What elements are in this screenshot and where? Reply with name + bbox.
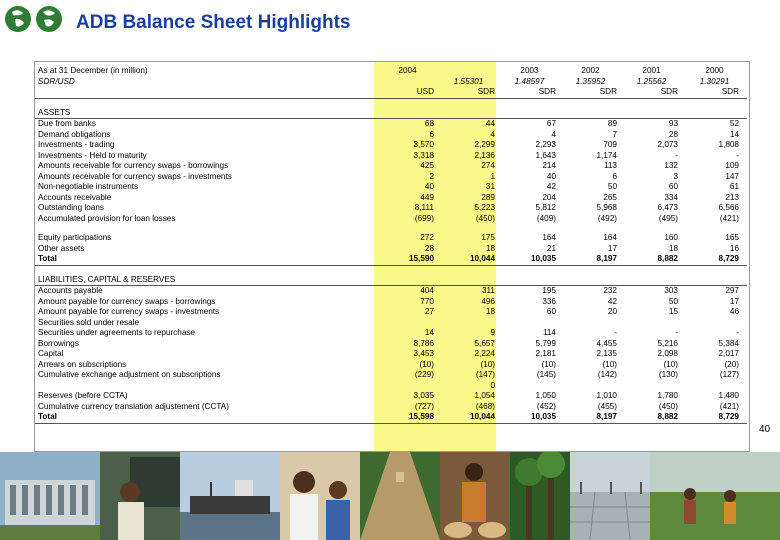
value-cell: 1,010: [596, 391, 617, 400]
value-cell: [377, 381, 438, 392]
value-cell: [499, 318, 560, 329]
value-cell: 60: [668, 182, 678, 191]
value-cell: 449: [420, 192, 434, 202]
value-cell: 3,035: [413, 391, 434, 400]
value-cell: 6: [429, 129, 434, 139]
value-cell: 4: [490, 129, 495, 139]
value-cell: 2,135: [596, 349, 617, 358]
value-cell: 52: [729, 119, 739, 128]
row-label: Securities under agreements to repurchase: [38, 328, 196, 337]
value-cell: [377, 108, 438, 119]
value-cell: 6: [612, 171, 617, 181]
value-cell: 232: [603, 286, 617, 295]
value-cell: SDR: [438, 87, 499, 98]
asset-row: [35, 119, 747, 130]
row-label: ASSETS: [35, 108, 377, 119]
value-cell: 67: [546, 119, 556, 128]
liability-row: [35, 339, 747, 350]
value-cell: 44: [485, 119, 495, 128]
value-cell: (10): [663, 359, 678, 369]
value-cell: 1,174: [596, 150, 617, 160]
row-label: [35, 381, 377, 392]
value-cell: 5,799: [535, 338, 556, 348]
value-cell: 2003: [520, 66, 539, 75]
row-label: [35, 87, 377, 98]
liability-row: [35, 360, 747, 371]
value-cell: 93: [668, 119, 678, 128]
value-cell: 6,566: [718, 203, 739, 212]
value-cell: SDR: [682, 87, 747, 98]
liability-row: [35, 349, 747, 360]
liability-row: [35, 286, 747, 297]
value-cell: -: [675, 150, 678, 160]
value-cell: 770: [420, 296, 434, 306]
value-cell: 3,318: [413, 150, 434, 160]
value-cell: 2001: [642, 66, 661, 75]
value-cell: 8,729: [682, 412, 747, 423]
value-cell: [560, 318, 621, 329]
value-cell: 68: [424, 119, 434, 128]
value-cell: (468): [475, 401, 495, 411]
row-label: As at 31 December (in million): [38, 66, 148, 75]
page-number: 40: [759, 424, 771, 435]
value-cell: 1.35952: [575, 76, 606, 86]
row-label: Reserves (before CCTA): [38, 391, 128, 400]
value-cell: 46: [729, 307, 739, 316]
value-cell: 132: [664, 161, 678, 170]
value-cell: (727): [414, 401, 434, 411]
asset-row: [35, 140, 747, 151]
value-cell: [377, 318, 438, 329]
value-cell: 109: [725, 161, 739, 170]
liabilities-total-row: [35, 412, 747, 423]
value-cell: 404: [420, 286, 434, 295]
value-cell: (452): [536, 401, 556, 411]
value-cell: [682, 108, 747, 119]
value-cell: 2000: [705, 66, 724, 75]
liability-row: [35, 370, 747, 381]
value-cell: (145): [536, 370, 556, 379]
value-cell: 14: [424, 328, 434, 337]
row-label: Cumulative currency translation adjustement (CCTA): [38, 401, 229, 411]
balance-table: [35, 66, 747, 424]
value-cell: 1,054: [474, 391, 495, 400]
asset-row: [35, 214, 747, 225]
value-cell: [621, 275, 682, 286]
value-cell: (450): [658, 401, 678, 411]
value-cell: 204: [542, 192, 556, 202]
value-cell: (10): [419, 359, 434, 369]
asset-row: [35, 161, 747, 172]
value-cell: 27: [424, 307, 434, 316]
value-cell: 20: [607, 307, 617, 316]
value-cell: 0: [490, 380, 495, 390]
value-cell: 18: [668, 243, 678, 253]
photo-road: [360, 452, 440, 540]
value-cell: 2,299: [474, 140, 495, 149]
value-cell: [499, 275, 560, 286]
value-cell: 50: [668, 296, 678, 306]
value-cell: 2,181: [535, 349, 556, 358]
value-cell: 5,812: [535, 203, 556, 212]
page-title: ADB Balance Sheet Highlights: [76, 12, 351, 33]
value-cell: 1,643: [535, 150, 556, 160]
liability-row: [35, 391, 747, 402]
row-label: Amounts receivable for currency swaps - investments: [38, 171, 232, 181]
header-currency-row: [35, 87, 747, 98]
value-cell: 425: [420, 161, 434, 170]
value-cell: [682, 318, 747, 329]
value-cell: (229): [414, 370, 434, 379]
value-cell: 274: [481, 161, 495, 170]
value-cell: 8,729: [682, 254, 747, 265]
spacer-row: [35, 98, 747, 108]
photo-forest: [510, 452, 570, 540]
row-label: Borrowings: [38, 338, 79, 348]
value-cell: (492): [597, 213, 617, 223]
value-cell: 164: [542, 233, 556, 242]
value-cell: 175: [481, 233, 495, 242]
value-cell: [621, 381, 682, 392]
value-cell: 5,223: [474, 203, 495, 212]
row-label: Other assets: [38, 243, 85, 253]
value-cell: 89: [607, 119, 617, 128]
value-cell: 8,111: [414, 203, 434, 212]
row-label: Non-negotiable instruments: [38, 182, 139, 191]
value-cell: (10): [602, 359, 617, 369]
liability-row: [35, 328, 747, 339]
value-cell: 3: [673, 171, 678, 181]
value-cell: (127): [719, 370, 739, 379]
value-cell: 60: [546, 307, 556, 316]
row-label: Capital: [38, 349, 64, 358]
value-cell: 10,035: [499, 254, 560, 265]
value-cell: 18: [485, 307, 495, 316]
value-cell: 15: [668, 307, 678, 316]
value-cell: 8,882: [621, 254, 682, 265]
value-cell: [499, 108, 560, 119]
value-cell: 15,590: [377, 254, 438, 265]
value-cell: 496: [481, 296, 495, 306]
value-cell: 10,044: [438, 412, 499, 423]
value-cell: (147): [475, 370, 495, 379]
value-cell: 17: [607, 243, 617, 253]
photo-salt-pans: [570, 452, 650, 540]
value-cell: 311: [481, 286, 495, 295]
adb-logo: [4, 4, 66, 34]
value-cell: (10): [541, 359, 556, 369]
header-years-row: [35, 66, 747, 77]
assets-total-row: [35, 254, 747, 265]
value-cell: (421): [719, 401, 739, 411]
row-label: Investments - trading: [38, 140, 115, 149]
value-cell: 303: [664, 286, 678, 295]
value-cell: 1.25562: [636, 76, 667, 86]
value-cell: 21: [546, 243, 556, 253]
row-label: LIABILITIES, CAPITAL & RESERVES: [35, 275, 377, 286]
value-cell: 31: [485, 182, 495, 191]
value-cell: 709: [603, 140, 617, 149]
value-cell: [560, 275, 621, 286]
photo-farmers: [650, 452, 780, 540]
asset-row: [35, 151, 747, 162]
value-cell: 7: [612, 129, 617, 139]
value-cell: USD: [377, 87, 438, 98]
balance-sheet: [34, 61, 750, 452]
asset-row: [35, 244, 747, 255]
value-cell: 147: [725, 171, 739, 181]
value-cell: 1.30291: [699, 76, 730, 86]
value-cell: 2,098: [657, 349, 678, 358]
photo-ship: [180, 452, 280, 540]
liability-row: [35, 381, 747, 392]
asset-row: [35, 172, 747, 183]
value-cell: 28: [668, 129, 678, 139]
value-cell: 3,453: [413, 349, 434, 358]
value-cell: (130): [658, 370, 678, 379]
asset-row: [35, 193, 747, 204]
value-cell: [560, 108, 621, 119]
assets-heading: [35, 108, 747, 119]
value-cell: 10,035: [499, 412, 560, 423]
row-label: Investments - Held to maturity: [38, 150, 147, 160]
value-cell: 2002: [581, 66, 600, 75]
value-cell: 5,968: [596, 203, 617, 212]
value-cell: 18: [485, 243, 495, 253]
value-cell: 2,293: [535, 140, 556, 149]
row-label: Arrears on subscriptions: [38, 359, 127, 369]
row-label: Equity participations: [38, 233, 112, 242]
value-cell: 14: [729, 129, 739, 139]
asset-row: [35, 130, 747, 141]
value-cell: (142): [597, 370, 617, 379]
liabilities-heading: [35, 275, 747, 286]
photo-strip: [0, 452, 780, 540]
row-label: Amounts receivable for currency swaps - borrowings: [38, 161, 229, 170]
value-cell: [377, 77, 438, 88]
liability-row: [35, 297, 747, 308]
value-cell: 214: [542, 161, 556, 170]
value-cell: 61: [729, 182, 739, 191]
row-label: Outstanding loans: [38, 203, 104, 212]
value-cell: -: [675, 328, 678, 337]
value-cell: 1,050: [535, 391, 556, 400]
value-cell: 6,473: [657, 203, 678, 212]
value-cell: 2,017: [718, 349, 739, 358]
value-cell: 2: [429, 171, 434, 181]
value-cell: 42: [546, 182, 556, 191]
asset-row: [35, 182, 747, 193]
value-cell: [438, 66, 499, 77]
row-label: Cumulative exchange adjustment on subscriptions: [38, 370, 221, 379]
value-cell: (421): [719, 213, 739, 223]
liability-row: [35, 318, 747, 329]
row-label: Accounts payable: [38, 286, 103, 295]
value-cell: SDR: [560, 87, 621, 98]
photo-building: [0, 452, 100, 540]
value-cell: 5,384: [718, 338, 739, 348]
value-cell: [499, 381, 560, 392]
value-cell: -: [614, 328, 617, 337]
value-cell: 17: [729, 296, 739, 306]
value-cell: 8,882: [621, 412, 682, 423]
spacer-row: [35, 265, 747, 275]
value-cell: [377, 275, 438, 286]
value-cell: 213: [725, 192, 739, 202]
row-label: Demand obligations: [38, 129, 111, 139]
value-cell: [621, 318, 682, 329]
row-label: SDR/USD: [38, 76, 75, 86]
row-label: Accounts receivable: [38, 192, 112, 202]
value-cell: 5,216: [657, 338, 678, 348]
value-cell: 1,808: [718, 140, 739, 149]
asset-row: [35, 233, 747, 244]
value-cell: 50: [607, 182, 617, 191]
value-cell: 1.55301: [453, 76, 484, 86]
value-cell: (10): [480, 359, 495, 369]
value-cell: SDR: [621, 87, 682, 98]
value-cell: [621, 108, 682, 119]
spacer-row: [35, 224, 747, 233]
value-cell: 15,598: [377, 412, 438, 423]
value-cell: (409): [536, 213, 556, 223]
value-cell: [560, 381, 621, 392]
liability-row: [35, 307, 747, 318]
value-cell: 8,786: [413, 338, 434, 348]
value-cell: 195: [542, 286, 556, 295]
row-label: Accumulated provision for loan losses: [38, 213, 176, 223]
value-cell: (20): [724, 359, 739, 369]
value-cell: 336: [542, 296, 556, 306]
value-cell: 28: [424, 243, 434, 253]
value-cell: 3,570: [413, 140, 434, 149]
value-cell: 8,197: [560, 254, 621, 265]
value-cell: 5,657: [474, 338, 495, 348]
value-cell: 114: [542, 328, 556, 337]
value-cell: 4: [551, 129, 556, 139]
value-cell: 2004: [398, 66, 417, 75]
value-cell: SDR: [499, 87, 560, 98]
value-cell: 9: [490, 328, 495, 337]
value-cell: -: [736, 150, 739, 160]
row-label: Due from banks: [38, 119, 96, 128]
value-cell: 1,780: [657, 391, 678, 400]
photo-classroom: [100, 452, 180, 540]
value-cell: 297: [725, 286, 739, 295]
value-cell: 42: [607, 296, 617, 306]
value-cell: 4,455: [596, 338, 617, 348]
value-cell: 1.48597: [514, 76, 545, 86]
value-cell: [438, 108, 499, 119]
value-cell: [682, 275, 747, 286]
value-cell: (495): [658, 213, 678, 223]
value-cell: 2,224: [474, 349, 495, 358]
photo-woman-baskets: [440, 452, 510, 540]
value-cell: [438, 318, 499, 329]
value-cell: 16: [729, 243, 739, 253]
value-cell: 2,073: [657, 140, 678, 149]
value-cell: -: [736, 328, 739, 337]
value-cell: (450): [475, 213, 495, 223]
row-label: Amount payable for currency swaps - borrowings: [38, 296, 216, 306]
value-cell: (455): [597, 401, 617, 411]
value-cell: 334: [664, 192, 678, 202]
value-cell: 289: [481, 192, 495, 202]
value-cell: [438, 275, 499, 286]
value-cell: 165: [725, 233, 739, 242]
row-label: Amount payable for currency swaps - investments: [38, 307, 220, 316]
value-cell: 40: [424, 182, 434, 191]
value-cell: 272: [420, 233, 434, 242]
value-cell: 8,197: [560, 412, 621, 423]
asset-row: [35, 203, 747, 214]
liability-row: [35, 402, 747, 413]
row-label: Total: [35, 254, 377, 265]
row-label: Total: [35, 412, 377, 423]
row-label: Securities sold under resale: [38, 317, 140, 327]
value-cell: 1: [490, 171, 495, 181]
value-cell: 113: [603, 161, 617, 170]
photo-students: [280, 452, 360, 540]
value-cell: 10,044: [438, 254, 499, 265]
value-cell: 1,480: [718, 391, 739, 400]
value-cell: 2,136: [474, 150, 495, 160]
value-cell: 160: [664, 233, 678, 242]
value-cell: 40: [546, 171, 556, 181]
value-cell: (699): [414, 213, 434, 223]
header-rates-row: [35, 77, 747, 88]
value-cell: 164: [603, 233, 617, 242]
value-cell: 265: [603, 192, 617, 202]
value-cell: [682, 381, 747, 392]
